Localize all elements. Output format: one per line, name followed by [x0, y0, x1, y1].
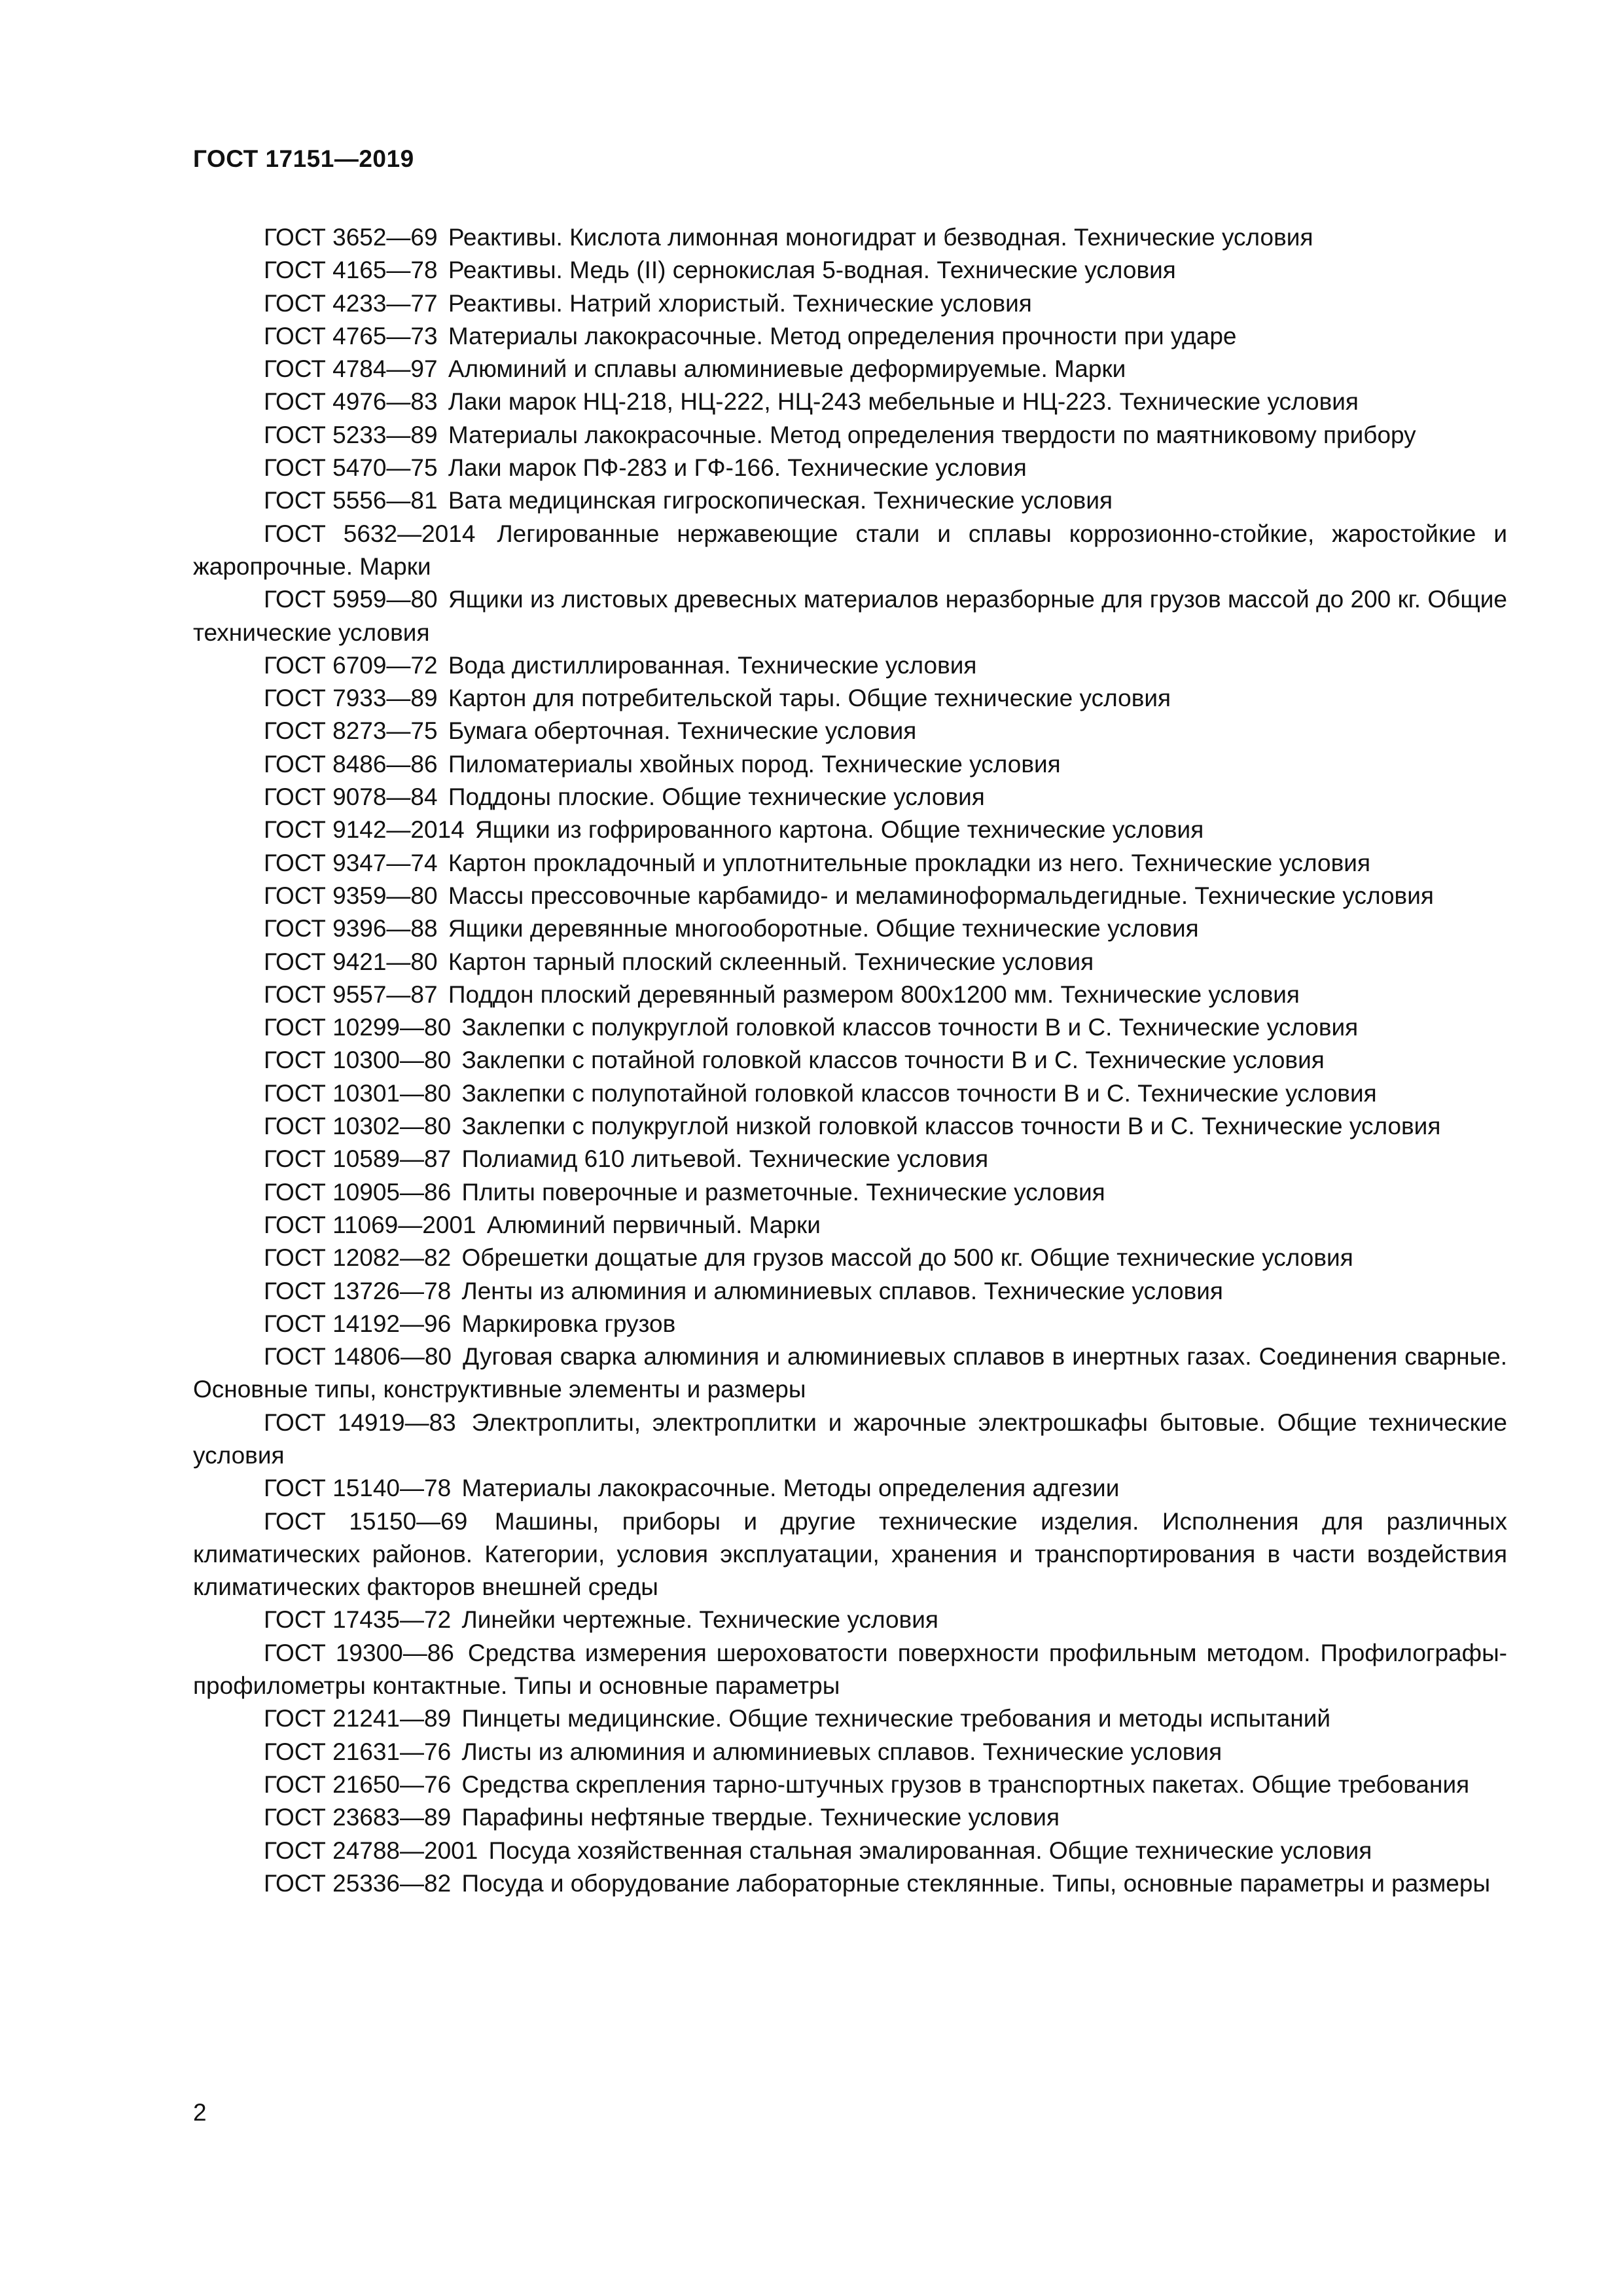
reference-code: ГОСТ 21650—76: [264, 1770, 452, 1798]
reference-title: Вода дистиллированная. Технические условия: [448, 651, 977, 679]
reference-item: [193, 1736, 1507, 1768]
reference-code: ГОСТ 10905—86: [264, 1178, 452, 1206]
reference-item: [193, 1801, 1507, 1834]
reference-code: ГОСТ 14192—96: [264, 1310, 452, 1337]
reference-title: Бумага оберточная. Технические условия: [448, 717, 917, 745]
reference-item: [193, 649, 1507, 682]
reference-code: ГОСТ 14806—80: [264, 1343, 452, 1371]
reference-code: ГОСТ 15140—78: [264, 1475, 452, 1502]
reference-item: [193, 1176, 1507, 1209]
reference-code: ГОСТ 5470—75: [264, 454, 438, 482]
reference-code: ГОСТ 11069—2001: [264, 1211, 476, 1238]
reference-title: Картон прокладочный и уплотнительные прокладки из него. Технические условия: [448, 849, 1370, 876]
reference-item: [193, 847, 1507, 880]
reference-item: [193, 978, 1507, 1011]
reference-title: Заклепки с полупотайной головкой классов точности В и С. Технические условия: [461, 1079, 1377, 1107]
reference-title: Поддоны плоские. Общие технические условия: [448, 783, 985, 811]
reference-title: Машины, приборы и другие технические изделия. Исполнения для различных климатических районов. Категории, условия эксплуатации, хранения и транспортирования в части воздействия климатических факторов внешней среды: [193, 1507, 1508, 1601]
reference-title: Посуда хозяйственная стальная эмалированная. Общие технические условия: [488, 1837, 1372, 1864]
reference-code: ГОСТ 13726—78: [264, 1277, 452, 1304]
reference-code: ГОСТ 9142—2014: [264, 816, 465, 844]
reference-item: [193, 748, 1507, 781]
reference-item: [193, 1604, 1507, 1636]
reference-title: Массы прессовочные карбамидо- и меламиноформальдегидные. Технические условия: [448, 882, 1434, 909]
reference-item: [193, 912, 1507, 945]
reference-code: ГОСТ 10299—80: [264, 1014, 452, 1041]
reference-code: ГОСТ 12082—82: [264, 1244, 452, 1272]
reference-item: [193, 353, 1507, 386]
reference-title: Материалы лакокрасочные. Методы определения адгезии: [461, 1475, 1120, 1502]
reference-title: Лаки марок ПФ-283 и ГФ-166. Технические условия: [448, 454, 1027, 482]
reference-code: ГОСТ 21631—76: [264, 1738, 452, 1765]
reference-item: [193, 1867, 1507, 1900]
reference-title: Ленты из алюминия и алюминиевых сплавов. Технические условия: [461, 1277, 1223, 1304]
reference-item: [193, 1110, 1507, 1143]
reference-title: Посуда и оборудование лабораторные стеклянные. Типы, основные параметры и размеры: [461, 1869, 1491, 1897]
reference-code: ГОСТ 9557—87: [264, 980, 438, 1008]
reference-item: [193, 287, 1507, 320]
reference-code: ГОСТ 9359—80: [264, 882, 438, 909]
reference-code: ГОСТ 8486—86: [264, 750, 438, 778]
reference-code: ГОСТ 5556—81: [264, 487, 438, 514]
reference-title: Поддон плоский деревянный размером 800х1200 мм. Технические условия: [448, 980, 1300, 1008]
reference-item: [193, 1308, 1507, 1340]
reference-item: [193, 1275, 1507, 1308]
reference-code: ГОСТ 5959—80: [264, 586, 438, 613]
references-list: [193, 221, 1507, 1900]
reference-title: Ящики деревянные многооборотные. Общие технические условия: [448, 915, 1199, 942]
reference-code: ГОСТ 10300—80: [264, 1047, 452, 1074]
reference-code: ГОСТ 15150—69: [264, 1507, 468, 1535]
reference-title: Пиломатериалы хвойных пород. Технические условия: [448, 750, 1061, 778]
reference-title: Средства измерения шероховатости поверхности профильным методом. Профилографы-профилометры контактные. Типы и основные параметры: [193, 1639, 1507, 1700]
reference-item: [193, 715, 1507, 747]
reference-title: Ящики из листовых древесных материалов неразборные для грузов массой до 200 кг. Общие технические условия: [193, 586, 1508, 646]
reference-code: ГОСТ 24788—2001: [264, 1837, 478, 1864]
reference-item: [193, 1011, 1507, 1044]
reference-item: [193, 386, 1507, 418]
reference-title: Средства скрепления тарно-штучных грузов в транспортных пакетах. Общие требования: [461, 1770, 1470, 1798]
reference-code: ГОСТ 4784—97: [264, 355, 438, 383]
reference-item: [193, 320, 1507, 353]
reference-title: Дуговая сварка алюминия и алюминиевых сплавов в инертных газах. Соединения сварные. Основные типы, конструктивные элементы и размеры: [193, 1343, 1508, 1403]
reference-code: ГОСТ 8273—75: [264, 717, 438, 745]
reference-item: [193, 1242, 1507, 1274]
reference-title: Электроплиты, электроплитки и жарочные электрошкафы бытовые. Общие технические условия: [193, 1408, 1508, 1469]
reference-code: ГОСТ 23683—89: [264, 1804, 452, 1831]
reference-title: Реактивы. Кислота лимонная моногидрат и безводная. Технические условия: [448, 224, 1313, 251]
reference-title: Реактивы. Натрий хлористый. Технические условия: [448, 289, 1032, 317]
reference-title: Заклепки с полукруглой головкой классов точности В и С. Технические условия: [461, 1014, 1359, 1041]
reference-title: Полиамид 610 литьевой. Технические условия: [461, 1145, 989, 1173]
reference-title: Плиты поверочные и разметочные. Технические условия: [461, 1178, 1105, 1206]
reference-title: Лаки марок НЦ-218, НЦ-222, НЦ-243 мебельные и НЦ-223. Технические условия: [448, 388, 1359, 416]
reference-item: [193, 1209, 1507, 1242]
reference-code: ГОСТ 9396—88: [264, 915, 438, 942]
reference-code: ГОСТ 14919—83: [264, 1408, 456, 1436]
reference-item: [193, 583, 1507, 649]
reference-code: ГОСТ 5632—2014: [264, 520, 476, 547]
reference-code: ГОСТ 17435—72: [264, 1606, 452, 1634]
reference-title: Реактивы. Медь (II) сернокислая 5-водная. Технические условия: [448, 257, 1176, 284]
reference-code: ГОСТ 5233—89: [264, 421, 438, 448]
reference-title: Линейки чертежные. Технические условия: [461, 1606, 938, 1634]
page-number: 2: [193, 2099, 207, 2126]
reference-item: [193, 221, 1507, 254]
reference-title: Заклепки с полукруглой низкой головкой классов точности В и С. Технические условия: [461, 1113, 1441, 1140]
reference-code: ГОСТ 10301—80: [264, 1079, 452, 1107]
reference-code: ГОСТ 7933—89: [264, 685, 438, 712]
reference-title: Материалы лакокрасочные. Метод определения твердости по маятниковому прибору: [448, 421, 1416, 448]
reference-item: [193, 946, 1507, 978]
reference-item: [193, 1340, 1507, 1407]
reference-item: [193, 880, 1507, 912]
reference-item: [193, 1143, 1507, 1175]
reference-item: [193, 1077, 1507, 1110]
reference-title: Пинцеты медицинские. Общие технические требования и методы испытаний: [461, 1705, 1331, 1732]
reference-code: ГОСТ 19300—86: [264, 1639, 454, 1666]
reference-item: [193, 254, 1507, 287]
reference-item: [193, 1835, 1507, 1867]
reference-title: Алюминий первичный. Марки: [486, 1211, 821, 1238]
reference-code: ГОСТ 10589—87: [264, 1145, 452, 1173]
reference-item: [193, 1407, 1507, 1473]
reference-code: ГОСТ 4233—77: [264, 289, 438, 317]
reference-item: [193, 484, 1507, 517]
reference-code: ГОСТ 4765—73: [264, 322, 438, 350]
reference-item: [193, 814, 1507, 846]
reference-item: [193, 419, 1507, 452]
reference-title: Картон для потребительской тары. Общие технические условия: [448, 685, 1171, 712]
reference-code: ГОСТ 21241—89: [264, 1705, 452, 1732]
reference-title: Обрешетки дощатые для грузов массой до 500 кг. Общие технические условия: [461, 1244, 1353, 1272]
reference-title: Листы из алюминия и алюминиевых сплавов. Технические условия: [461, 1738, 1222, 1765]
reference-item: [193, 682, 1507, 715]
reference-code: ГОСТ 9347—74: [264, 849, 438, 876]
reference-title: Маркировка грузов: [461, 1310, 676, 1337]
reference-code: ГОСТ 25336—82: [264, 1869, 452, 1897]
reference-title: Картон тарный плоский склеенный. Технические условия: [448, 948, 1094, 975]
reference-item: [193, 1637, 1507, 1703]
page-header: ГОСТ 17151—2019: [193, 145, 414, 172]
reference-title: Парафины нефтяные твердые. Технические условия: [461, 1804, 1060, 1831]
reference-item: [193, 1505, 1507, 1604]
reference-title: Ящики из гофрированного картона. Общие технические условия: [475, 816, 1204, 844]
reference-code: ГОСТ 6709—72: [264, 651, 438, 679]
reference-item: [193, 452, 1507, 484]
reference-title: Алюминий и сплавы алюминиевые деформируемые. Марки: [448, 355, 1126, 383]
reference-code: ГОСТ 4165—78: [264, 257, 438, 284]
reference-code: ГОСТ 3652—69: [264, 224, 438, 251]
reference-title: Заклепки с потайной головкой классов точности В и С. Технические условия: [461, 1047, 1325, 1074]
reference-item: [193, 518, 1507, 584]
reference-code: ГОСТ 10302—80: [264, 1113, 452, 1140]
reference-item: [193, 1702, 1507, 1735]
reference-item: [193, 781, 1507, 814]
reference-item: [193, 1472, 1507, 1505]
reference-title: Материалы лакокрасочные. Метод определения прочности при ударе: [448, 322, 1237, 350]
reference-item: [193, 1768, 1507, 1801]
reference-item: [193, 1044, 1507, 1077]
reference-title: Легированные нержавеющие стали и сплавы коррозионно-стойкие, жаростойкие и жаропрочные. Марки: [193, 520, 1508, 580]
reference-code: ГОСТ 9421—80: [264, 948, 438, 975]
reference-code: ГОСТ 9078—84: [264, 783, 438, 811]
reference-code: ГОСТ 4976—83: [264, 388, 438, 416]
reference-title: Вата медицинская гигроскопическая. Технические условия: [448, 487, 1113, 514]
